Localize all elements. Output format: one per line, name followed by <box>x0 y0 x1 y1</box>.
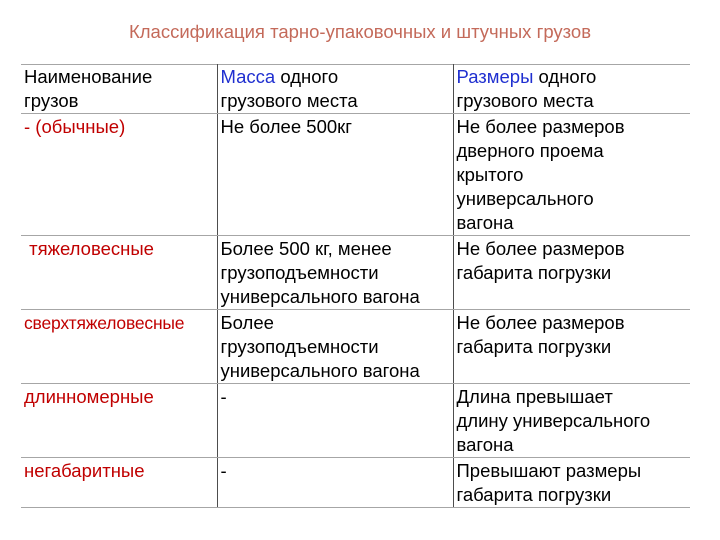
table-row <box>21 310 690 384</box>
size-line: Не более размеров <box>456 312 625 333</box>
size-line: вагона <box>456 434 514 455</box>
mass-line: - <box>220 460 227 481</box>
mass-line: универсального вагона <box>220 360 420 381</box>
header-mass-line <box>221 65 449 89</box>
size-line: габарита погрузки <box>456 262 612 283</box>
size-line: Длина превышает <box>456 386 613 407</box>
header-cell-mass <box>217 65 453 114</box>
table-header-row <box>21 65 690 114</box>
table-row <box>21 236 690 310</box>
category-cell <box>21 114 217 236</box>
header-size-line: грузового места <box>456 90 594 111</box>
size-cell <box>453 384 690 458</box>
mass-line: Не более 500кг <box>220 116 352 137</box>
mass-line: Более 500 кг, менее <box>220 238 392 259</box>
header-cell-size <box>453 65 690 114</box>
mass-line: грузоподъемности <box>220 262 379 283</box>
header-cell-name <box>21 65 217 114</box>
size-cell <box>453 310 690 384</box>
mass-cell <box>217 384 453 458</box>
category-line: негабаритные <box>24 460 145 481</box>
category-line: сверхтяжеловесные <box>24 313 185 333</box>
header-size-line <box>457 65 687 89</box>
size-line: габарита погрузки <box>456 336 612 357</box>
table-row <box>21 114 690 236</box>
category-cell <box>21 236 217 310</box>
mass-line: универсального вагона <box>220 286 420 307</box>
size-line: универсального <box>456 188 594 209</box>
mass-cell <box>217 236 453 310</box>
mass-line: - <box>220 386 227 407</box>
table-row <box>21 384 690 458</box>
size-line: крытого <box>456 164 524 185</box>
category-line: длинномерные <box>24 386 154 407</box>
header-mass-line: грузового места <box>220 90 358 111</box>
size-cell <box>453 458 690 508</box>
size-line: длину универсального <box>456 410 651 431</box>
header-mass-rest: одного <box>275 66 339 87</box>
size-line: Не более размеров <box>456 238 625 259</box>
category-line: тяжеловесные <box>24 238 154 259</box>
size-cell <box>453 114 690 236</box>
category-cell <box>21 384 217 458</box>
category-line: - (обычные) <box>24 116 126 137</box>
mass-cell <box>217 310 453 384</box>
header-size-accent: Размеры <box>456 66 534 87</box>
mass-line: Более <box>220 312 274 333</box>
size-line: Превышают размеры <box>456 460 642 481</box>
header-mass-accent: Масса <box>220 66 276 87</box>
mass-line: грузоподъемности <box>220 336 379 357</box>
header-name-line: Наименование <box>24 66 153 87</box>
table-row <box>21 458 690 508</box>
size-line: Не более размеров <box>456 116 625 137</box>
size-line: вагона <box>456 212 514 233</box>
mass-cell <box>217 458 453 508</box>
category-cell <box>21 458 217 508</box>
header-name-line: грузов <box>24 90 79 111</box>
size-cell <box>453 236 690 310</box>
page-title: Классификация тарно-упаковочных и штучных грузов <box>128 21 592 42</box>
category-cell <box>21 310 217 384</box>
size-line: дверного проема <box>456 140 604 161</box>
header-size-rest: одного <box>533 66 597 87</box>
cargo-classification-table <box>21 64 690 508</box>
mass-cell <box>217 114 453 236</box>
size-line: габарита погрузки <box>456 484 612 505</box>
